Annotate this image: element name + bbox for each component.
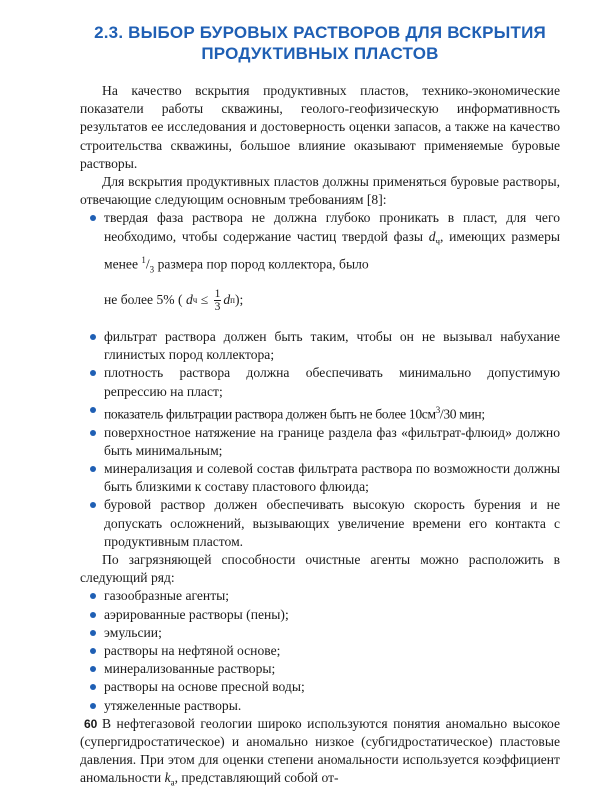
bullet-icon <box>90 370 96 376</box>
agent-item <box>90 678 560 696</box>
requirement-1-text-b: , имеющих размеры менее <box>104 228 560 272</box>
requirement-1-text-c: размера пор пород коллектора, было <box>157 256 369 272</box>
agent-item <box>90 587 560 605</box>
formula-sub-ch: ч <box>192 294 198 305</box>
agent-text: минерализованные растворы; <box>104 661 276 677</box>
requirement-filtration <box>90 401 560 424</box>
formula-num: 1 <box>214 287 221 300</box>
bullet-icon <box>90 215 96 221</box>
agent-text: аэрированные растворы (пены); <box>104 606 289 622</box>
requirement-drilling-speed <box>90 496 560 551</box>
filtration-text: показатель фильтрации раствора должен быть не более 10см <box>104 406 436 422</box>
paragraph-2: Для вскрытия продуктивных пластов должны применяться буровые растворы, отвечающие следующим основным требованиям [8]: <box>80 174 560 208</box>
requirement-surface-tension <box>90 424 560 460</box>
agent-text: утяжеленные растворы. <box>104 697 242 713</box>
requirement-text: плотность раствора должна обеспечивать минимально допустимую репрессию на пласт; <box>104 365 560 399</box>
formula-prefix: не более 5% ( <box>104 291 183 307</box>
agent-item <box>90 624 560 642</box>
requirement-1-text-a: твердая фаза раствора не должна глубоко проникать в пласт, для чего необходимо, чтобы содержание частиц твердой фазы <box>104 210 560 244</box>
formula-var-d: d <box>185 291 193 307</box>
section-heading <box>80 22 560 64</box>
agent-text: эмульсии; <box>104 624 162 640</box>
bullet-icon <box>90 593 96 599</box>
formula-leq: ≤ <box>200 291 209 307</box>
bullet-icon <box>90 334 96 340</box>
bullet-icon <box>90 430 96 436</box>
filtration-sup: 3 <box>435 404 440 415</box>
paragraph-4-text: В нефтегазовой геологии широко используются понятия аномально высокое (супергидростатическое) и аномально низкое (субгидростатическое) пластовые давления. При этом для оценки степени аномальности используется коэффициент аномальности <box>80 715 560 786</box>
agent-item <box>90 606 560 624</box>
bullet-icon <box>90 502 96 508</box>
page-number: 60 <box>84 717 98 731</box>
var-k: k <box>164 770 171 786</box>
var-d: d <box>428 228 436 244</box>
bullet-icon <box>90 684 96 690</box>
agent-item <box>90 660 560 678</box>
agent-item <box>90 697 560 715</box>
paragraph-4 <box>80 715 560 792</box>
bullet-icon <box>90 648 96 654</box>
requirement-text: минерализация и солевой состав фильтрата раствора по возможности должны быть близкими к составу пластового флюида; <box>104 460 560 495</box>
formula-var-d2: d <box>223 291 231 307</box>
frac-small-den: 3 <box>149 263 155 274</box>
agent-item <box>90 642 560 660</box>
paragraph-1: На качество вскрытия продуктивных пластов, технико-экономические показатели работы скважины, геолого-геофизическую информативность результатов ее исследования и достоверность оценки запасов, а также на качество строительства скважины, большое влияние оказывают применяемые буровые растворы. <box>80 83 560 171</box>
formula <box>104 284 560 316</box>
requirement-density <box>90 364 560 400</box>
bullet-icon <box>90 703 96 709</box>
paragraph-4-suffix: , представляющий собой от- <box>174 770 339 786</box>
agent-text: газообразные агенты; <box>104 588 230 604</box>
agent-text: растворы на нефтяной основе; <box>104 642 281 658</box>
requirement-text: поверхностное натяжение на границе раздела фаз «фильтрат-флюид» должно быть минимальным; <box>104 424 560 458</box>
sub-ch: ч <box>435 236 441 247</box>
formula-suffix: ); <box>234 291 244 307</box>
agent-text: растворы на основе пресной воды; <box>104 679 305 695</box>
bullet-icon <box>90 466 96 472</box>
bullet-icon <box>90 612 96 618</box>
bullet-icon <box>90 407 96 413</box>
requirements-list <box>80 209 560 551</box>
formula-sub-p: п <box>230 294 235 305</box>
requirement-mineralization <box>90 460 560 496</box>
sub-a: а <box>170 778 175 789</box>
requirement-text: буровой раствор должен обеспечивать высокую скорость бурения и не допускать осложнений, вызывающих увеличение времени его контакта с продуктивным пластом. <box>104 497 560 549</box>
requirement-text: фильтрат раствора должен быть таким, чтобы он не вызывал набухание глинистых пород коллектора; <box>104 329 560 363</box>
filtration-suffix: /30 мин; <box>439 406 485 422</box>
requirement-solid-phase: твердая фаза раствора не должна глубоко проникать в пласт, для чего необходимо, чтобы содержание частиц твердой фазы $d_ч$, имеющих размеры менее $^1/_3$ размера пор пород коллектора, было не более 5% ( d ч ≤ $\frac{1}{3}$ d п ); <box>90 209 560 316</box>
requirement-filtrate <box>90 328 560 364</box>
heading-line-1: 2.3. ВЫБОР БУРОВЫХ РАСТВОРОВ ДЛЯ ВСКРЫТИЯ <box>94 23 546 42</box>
frac-small-num: 1 <box>141 254 146 265</box>
formula-den: 3 <box>214 300 221 313</box>
bullet-icon <box>90 630 96 636</box>
heading-line-2: ПРОДУКТИВНЫХ ПЛАСТОВ <box>201 44 439 63</box>
formula-fraction <box>214 288 222 313</box>
paragraph-3: По загрязняющей способности очистные агенты можно расположить в следующий ряд: <box>80 551 560 586</box>
agents-list <box>80 587 560 714</box>
bullet-icon <box>90 666 96 672</box>
